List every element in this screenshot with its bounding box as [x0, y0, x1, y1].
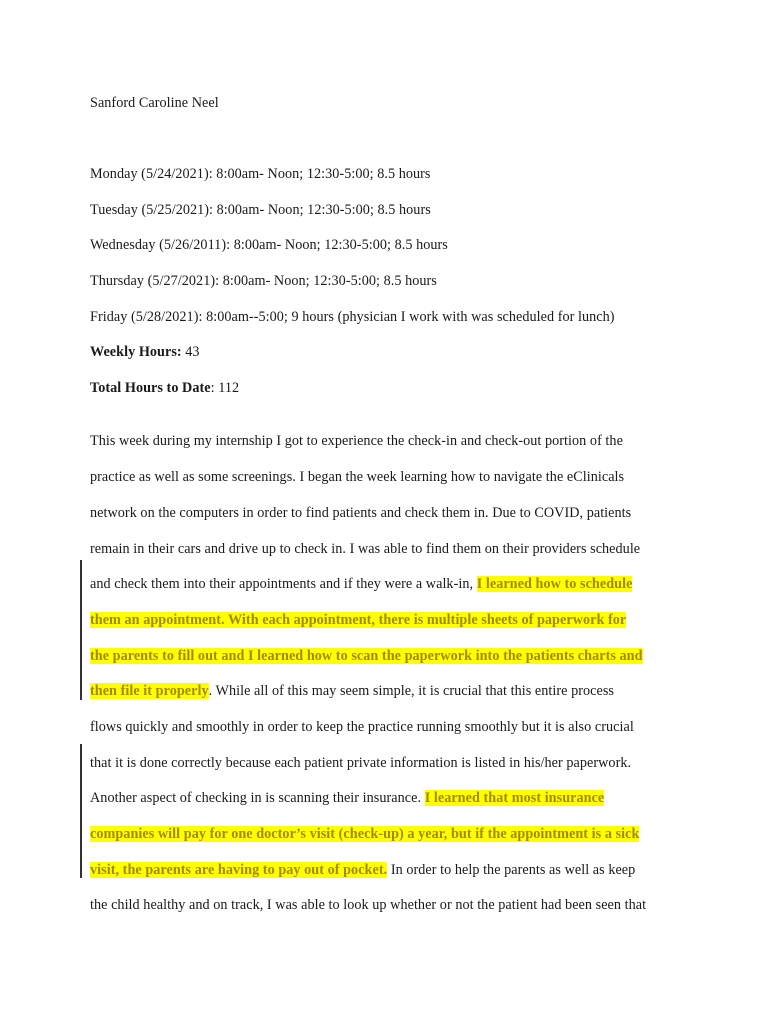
highlighted-text: I learned how to schedule [476, 576, 633, 592]
schedule-tuesday: Tuesday (5/25/2021): 8:00am- Noon; 12:30-5:00; 8.5 hours [90, 202, 431, 218]
plain-text: . While all of this may seem simple, it is crucial that this entire process [208, 683, 614, 699]
revision-change-bar [80, 560, 82, 700]
highlighted-text: I learned that most insurance [424, 790, 605, 806]
plain-text: In order to help the parents as well as keep [387, 862, 636, 878]
plain-text: and check them into their appointments and if they were a walk-in, [90, 576, 477, 592]
author-name: Sanford Caroline Neel [90, 95, 219, 111]
highlighted-text: companies will pay for one doctor’s visit (check-up) a year, but if the appointment is a sick [90, 826, 640, 842]
highlighted-text: the parents to fill out and I learned how to scan the paperwork into the patients charts and [90, 648, 643, 664]
paragraph-line: flows quickly and smoothly in order to keep the practice running smoothly but it is also crucial [90, 719, 634, 735]
paragraph-line: practice as well as some screenings. I began the week learning how to navigate the eClinicals [90, 469, 625, 485]
paragraph-line: This week during my internship I got to experience the check-in and check-out portion of the [90, 433, 623, 449]
paragraph-line: network on the computers in order to find patients and check them in. Due to COVID, patients [90, 505, 632, 521]
total-hours-label: Total Hours to Date [90, 380, 211, 396]
paragraph-line [90, 610, 626, 630]
schedule-thursday: Thursday (5/27/2021): 8:00am- Noon; 12:30-5:00; 8.5 hours [90, 273, 437, 289]
paragraph-line [90, 681, 614, 701]
weekly-hours [90, 342, 200, 362]
paragraph-line: the child healthy and on track, I was able to look up whether or not the patient had been seen that [90, 897, 647, 913]
highlighted-text: then file it properly [90, 683, 209, 699]
weekly-hours-label: Weekly Hours: [90, 344, 182, 360]
weekly-hours-value: 43 [181, 344, 200, 360]
schedule-friday: Friday (5/28/2021): 8:00am--5:00; 9 hours (physician I work with was scheduled for lunch) [90, 309, 615, 325]
schedule-monday: Monday (5/24/2021): 8:00am- Noon; 12:30-5:00; 8.5 hours [90, 166, 431, 182]
plain-text: Another aspect of checking in is scanning their insurance. [90, 790, 425, 806]
highlighted-text: visit, the parents are having to pay out of pocket. [90, 862, 388, 878]
schedule-wednesday: Wednesday (5/26/2011): 8:00am- Noon; 12:30-5:00; 8.5 hours [90, 237, 448, 253]
highlighted-text: them an appointment. With each appointment, there is multiple sheets of paperwork for [90, 612, 627, 628]
paragraph-line [90, 574, 632, 594]
paragraph-line [90, 860, 635, 880]
total-hours [90, 378, 239, 398]
paragraph-line [90, 824, 639, 844]
revision-change-bar [80, 744, 82, 878]
total-hours-value: : 112 [210, 380, 240, 396]
paragraph-line: remain in their cars and drive up to check in. I was able to find them on their providers schedule [90, 541, 641, 557]
paragraph-line: that it is done correctly because each patient private information is listed in his/her paperwork. [90, 755, 632, 771]
paragraph-line [90, 788, 604, 808]
paragraph-line [90, 646, 643, 666]
